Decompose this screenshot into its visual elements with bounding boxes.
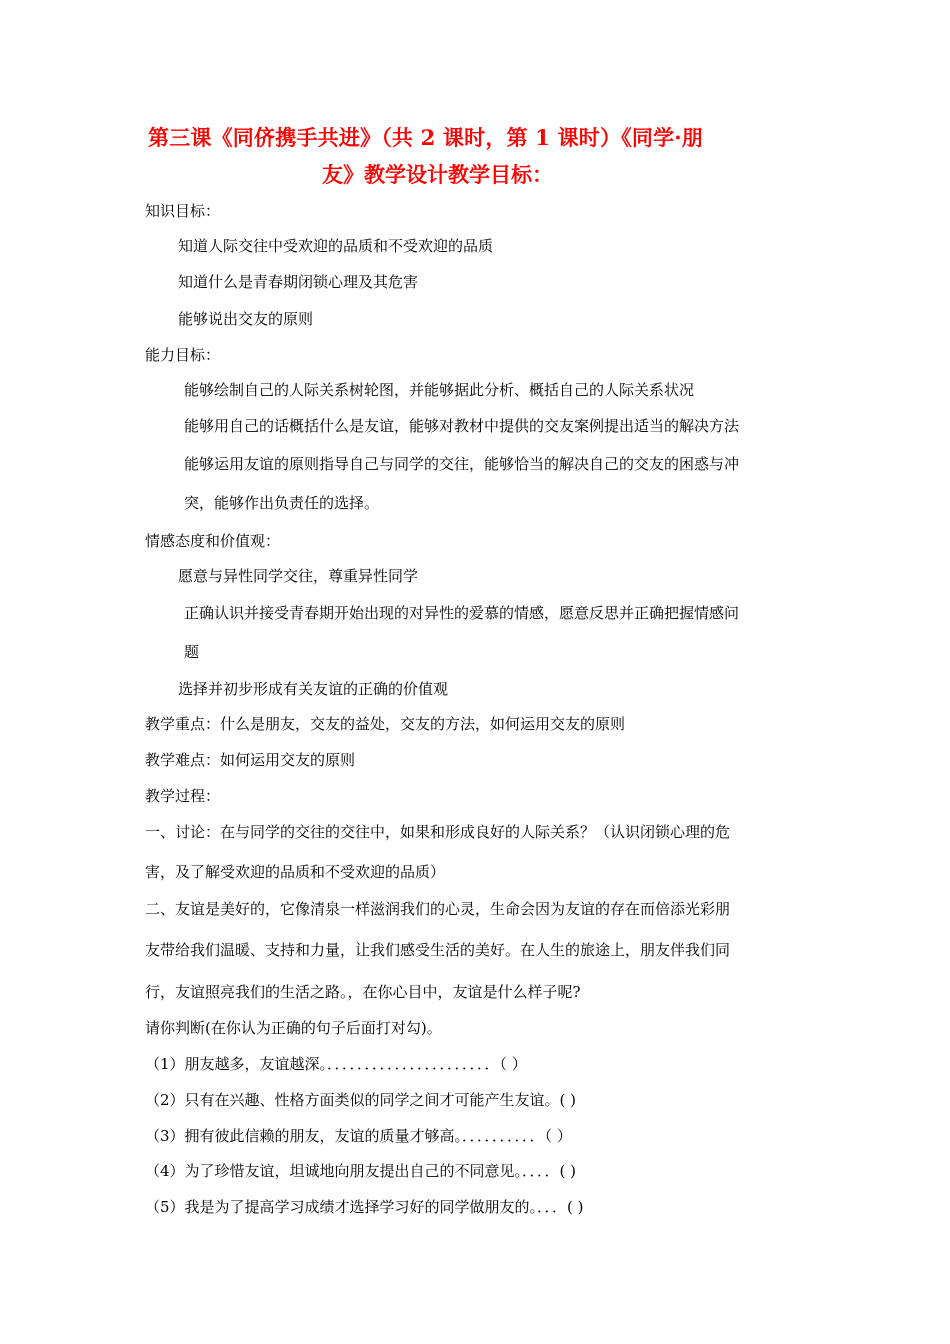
emotion-item-continued: 题	[184, 643, 200, 661]
ability-item: 能够运用友谊的原则指导自己与同学的交往，能够恰当的解决自己的交友的困惑与冲	[184, 455, 740, 473]
knowledge-heading: 知识目标：	[145, 202, 221, 220]
judge-item: （2）只有在兴趣、性格方面类似的同学之间才可能产生友谊。( )	[145, 1091, 577, 1109]
discussion-paragraph: 一、讨论：在与同学的交往的交往中，如果和形成良好的人际关系？（认识闭锁心理的危	[145, 823, 731, 841]
friendship-paragraph: 二、友谊是美好的，它像清泉一样滋润我们的心灵，生命会因为友谊的存在而倍添光彩朋	[145, 900, 731, 918]
process-heading: 教学过程：	[145, 787, 221, 805]
knowledge-item: 知道什么是青春期闭锁心理及其危害	[178, 273, 419, 291]
discussion-paragraph-continued: 害，及了解受欢迎的品质和不受欢迎的品质）	[145, 863, 446, 881]
judge-intro: 请你判断(在你认为正确的句子后面打对勾)。	[145, 1019, 442, 1037]
ability-item-continued: 突，能够作出负责任的选择。	[184, 494, 380, 512]
judge-item: （4）为了珍惜友谊，坦诚地向朋友提出自己的不同意见。．．．．( )	[145, 1162, 577, 1180]
judge-item: （5）我是为了提高学习成绩才选择学习好的同学做朋友的。．．．( )	[145, 1198, 584, 1216]
difficulty: 教学难点：如何运用交友的原则	[145, 751, 356, 769]
document-title-line-2: 友》教学设计教学目标：	[322, 162, 553, 187]
emotion-item: 选择并初步形成有关友谊的正确的价值观	[178, 680, 449, 698]
judge-item: （3）拥有彼此信赖的朋友，友谊的质量才够高。．．．．．．．．．．（ ）	[145, 1127, 572, 1145]
emotion-item: 正确认识并接受青春期开始出现的对异性的爱慕的情感，愿意反思并正确把握情感问	[184, 604, 740, 622]
ability-item: 能够绘制自己的人际关系树轮图，并能够据此分析、概括自己的人际关系状况	[184, 381, 695, 399]
emotion-heading: 情感态度和价值观：	[145, 532, 281, 550]
judge-item: （1）朋友越多，友谊越深。．．．．．．．．．．．．．．．．．．．．．．（ ）	[145, 1055, 527, 1073]
friendship-paragraph-continued: 行，友谊照亮我们的生活之路。，在你心目中，友谊是什么样子呢?	[145, 983, 581, 1001]
friendship-paragraph-continued: 友带给我们温暖、支持和力量，让我们感受生活的美好。在人生的旅途上，朋友伴我们同	[145, 941, 731, 959]
ability-item: 能够用自己的话概括什么是友谊，能够对教材中提供的交友案例提出适当的解决方法	[184, 417, 740, 435]
key-point: 教学重点：什么是朋友，交友的益处，交友的方法，如何运用交友的原则	[145, 715, 626, 733]
ability-heading: 能力目标：	[145, 346, 221, 364]
knowledge-item: 能够说出交友的原则	[178, 310, 314, 328]
knowledge-item: 知道人际交往中受欢迎的品质和不受欢迎的品质	[178, 237, 494, 255]
document-title-line-1: 第三课《同侪携手共进》（共 2 课时，第 1 课时）《同学·朋	[148, 125, 703, 150]
emotion-item: 愿意与异性同学交往，尊重异性同学	[178, 567, 419, 585]
